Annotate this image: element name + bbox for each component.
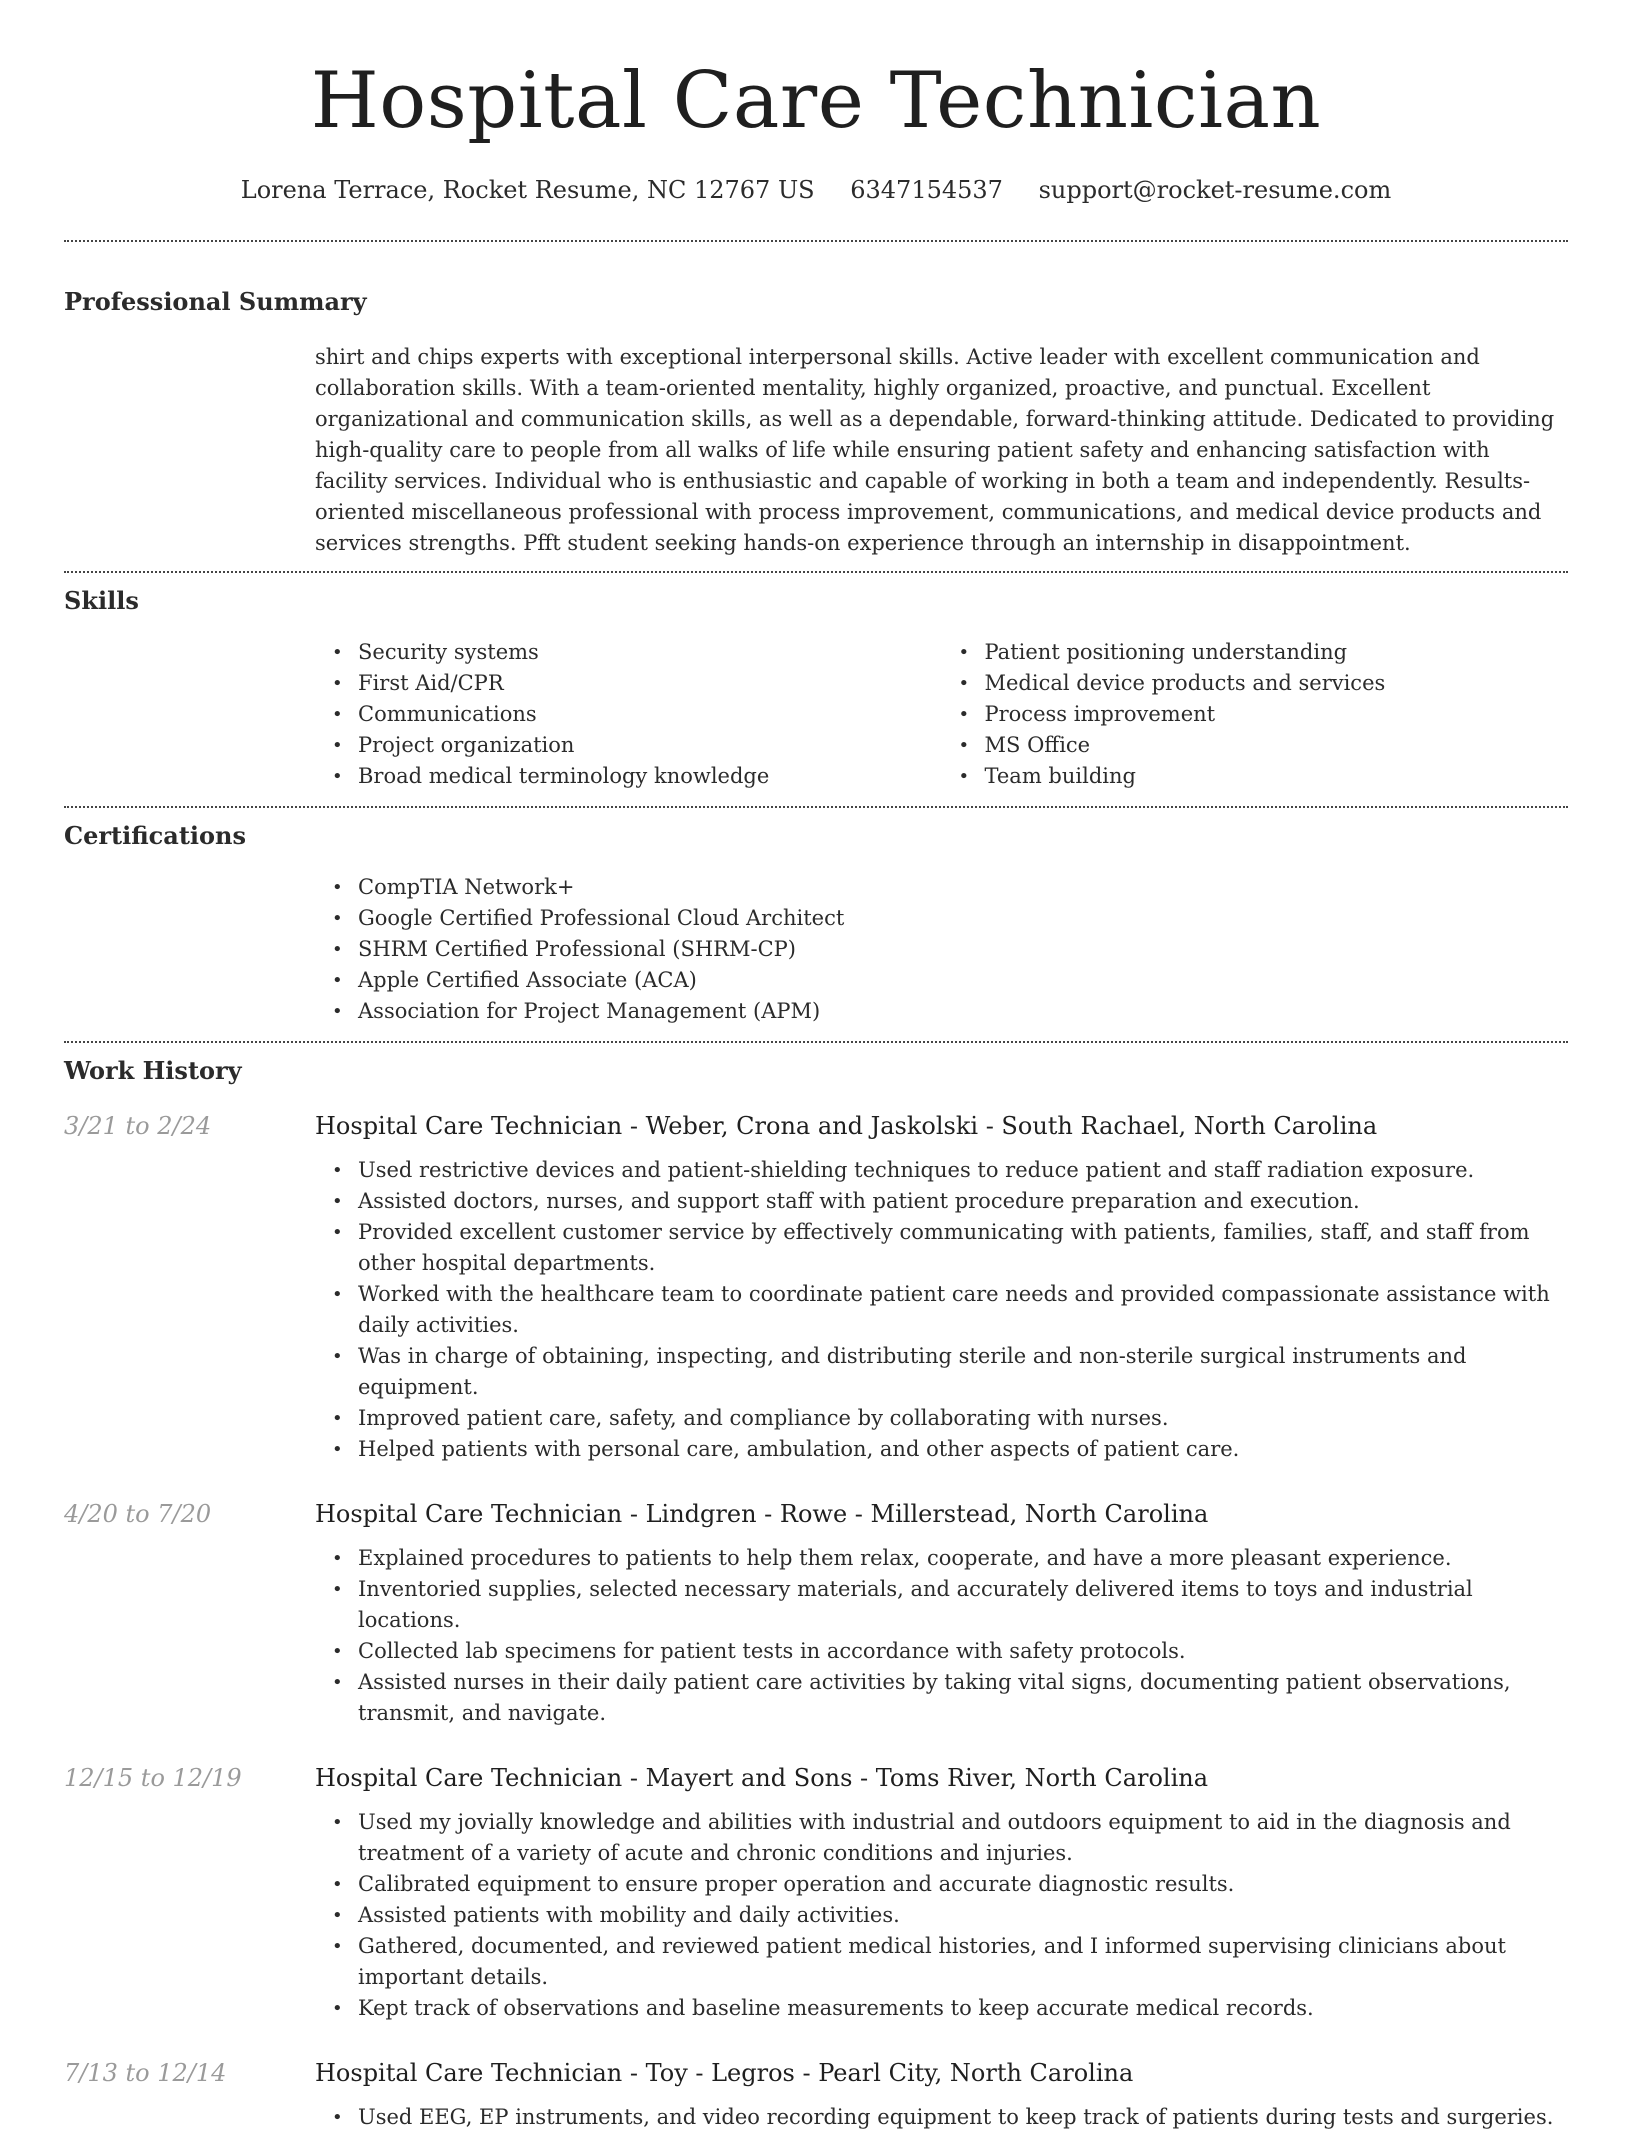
job-bullet: • Used EEG, EP instruments, and video recording equipment to keep track of patients during tests and surgeries. bbox=[315, 2102, 1568, 2133]
job-bullet: • Assisted nurses in their daily patient care activities by taking vital signs, documenting patient observations, transmit, and navigate. bbox=[315, 1667, 1568, 1729]
skills-heading: Skills bbox=[64, 586, 139, 615]
certifications-row bbox=[64, 852, 1568, 1041]
job-heading: Hospital Care Technician - Toy - Legros - Pearl City, North Carolina bbox=[315, 2059, 1134, 2087]
skill-item: • Broad medical terminology knowledge bbox=[315, 761, 942, 792]
contact-phone: 6347154537 bbox=[850, 176, 1003, 204]
skill-item: • Team building bbox=[942, 761, 1569, 792]
contact-address: Lorena Terrace, Rocket Resume, NC 12767 US bbox=[240, 176, 815, 204]
skill-item: • Security systems bbox=[315, 637, 942, 668]
job-bullet: • Used restrictive devices and patient-shielding techniques to reduce patient and staff radiation exposure. bbox=[315, 1155, 1568, 1186]
skill-item: • Communications bbox=[315, 699, 942, 730]
job-bullet: • Collected lab specimens for patient tests in accordance with safety protocols. bbox=[315, 1636, 1568, 1667]
skill-item: • Project organization bbox=[315, 730, 942, 761]
summary-text: shirt and chips experts with exceptional interpersonal skills. Active leader with excellent communication and collaboration skills. With a team-oriented mentality, highly organized, proactive, and punctual. Excellent organizational and communication skills, as well as a dependable, forward-thinking attitude. Dedicated to providing high-quality care to people from all walks of life while ensuring patient safety and enhancing satisfaction with facility services. Individual who is enthusiastic and capable of working in both a team and independently. Results-oriented miscellaneous professional with process improvement, communications, and medical device products and services strengths. Pfft student seeking hands-on experience through an internship in disappointment. bbox=[315, 345, 1555, 555]
job-bullet: • Provided excellent customer service by effectively communicating with patients, families, staff, and staff from other hospital departments. bbox=[315, 1217, 1568, 1279]
job-bullet: • Used my jovially knowledge and abilities with industrial and outdoors equipment to aid in the diagnosis and treatment of a variety of acute and chronic conditions and injuries. bbox=[315, 1807, 1568, 1869]
job-entry bbox=[64, 1497, 1568, 1729]
certification-item: • CompTIA Network+ bbox=[315, 872, 1568, 903]
skill-item: • Patient positioning understanding bbox=[942, 637, 1569, 668]
job-bullets bbox=[315, 1807, 1568, 2024]
job-bullet: • Inventoried supplies, selected necessary materials, and accurately delivered items to toys and industrial locations. bbox=[315, 1574, 1568, 1636]
job-bullets bbox=[315, 1155, 1568, 1465]
job-entry bbox=[64, 1761, 1568, 2024]
job-dates: 7/13 to 12/14 bbox=[64, 2059, 227, 2087]
job-bullet: • Gathered, documented, and reviewed patient medical histories, and I informed supervising clinicians about important details. bbox=[315, 1931, 1568, 1993]
skill-item: • Process improvement bbox=[942, 699, 1569, 730]
certifications-heading: Certifications bbox=[64, 821, 247, 850]
job-bullet: • Worked with the healthcare team to coordinate patient care needs and provided compassionate assistance with daily activities. bbox=[315, 1279, 1568, 1341]
job-entry bbox=[64, 1109, 1568, 1465]
job-heading: Hospital Care Technician - Weber, Crona and Jaskolski - South Rachael, North Carolina bbox=[315, 1112, 1378, 1140]
certifications-list bbox=[315, 872, 1568, 1027]
section-divider bbox=[64, 1041, 1568, 1043]
job-bullet: • Improved patient care, safety, and compliance by collaborating with nurses. bbox=[315, 1403, 1568, 1434]
job-entry bbox=[64, 2056, 1568, 2133]
job-bullet: • Kept track of observations and baseline measurements to keep accurate medical records. bbox=[315, 1993, 1568, 2024]
job-dates: 12/15 to 12/19 bbox=[64, 1764, 242, 1792]
job-bullet: • Calibrated equipment to ensure proper operation and accurate diagnostic results. bbox=[315, 1869, 1568, 1900]
skill-item: • Medical device products and services bbox=[942, 668, 1569, 699]
certification-item: • Google Certified Professional Cloud Architect bbox=[315, 903, 1568, 934]
section-divider bbox=[64, 240, 1568, 242]
certification-item: • Apple Certified Associate (ACA) bbox=[315, 965, 1568, 996]
skills-row bbox=[64, 617, 1568, 806]
job-heading: Hospital Care Technician - Mayert and Sons - Toms River, North Carolina bbox=[315, 1764, 1209, 1792]
summary-row bbox=[64, 318, 1568, 571]
certification-item: • SHRM Certified Professional (SHRM-CP) bbox=[315, 934, 1568, 965]
skills-list-right bbox=[942, 637, 1569, 792]
job-bullet: • Was in charge of obtaining, inspecting, and distributing sterile and non-sterile surgical instruments and equipment. bbox=[315, 1341, 1568, 1403]
skill-item: • MS Office bbox=[942, 730, 1569, 761]
skills-list-left bbox=[315, 637, 942, 792]
contact-email: support@rocket-resume.com bbox=[1038, 176, 1392, 204]
job-dates: 3/21 to 2/24 bbox=[64, 1112, 212, 1140]
contact-line bbox=[64, 174, 1568, 206]
certification-item: • Association for Project Management (APM) bbox=[315, 996, 1568, 1027]
job-bullet: • Helped patients with personal care, ambulation, and other aspects of patient care. bbox=[315, 1434, 1568, 1465]
work-history-heading: Work History bbox=[64, 1056, 242, 1085]
section-divider bbox=[64, 806, 1568, 808]
job-dates: 4/20 to 7/20 bbox=[64, 1500, 212, 1528]
job-heading: Hospital Care Technician - Lindgren - Rowe - Millerstead, North Carolina bbox=[315, 1500, 1209, 1528]
skill-item: • First Aid/CPR bbox=[315, 668, 942, 699]
job-bullets bbox=[315, 2102, 1568, 2133]
job-bullet: • Assisted doctors, nurses, and support staff with patient procedure preparation and execution. bbox=[315, 1186, 1568, 1217]
job-bullet: • Explained procedures to patients to help them relax, cooperate, and have a more pleasant experience. bbox=[315, 1543, 1568, 1574]
job-bullets bbox=[315, 1543, 1568, 1729]
summary-heading: Professional Summary bbox=[64, 287, 367, 316]
job-bullet: • Assisted patients with mobility and daily activities. bbox=[315, 1900, 1568, 1931]
section-divider bbox=[64, 571, 1568, 573]
resume-title: Hospital Care Technician bbox=[310, 56, 1322, 146]
